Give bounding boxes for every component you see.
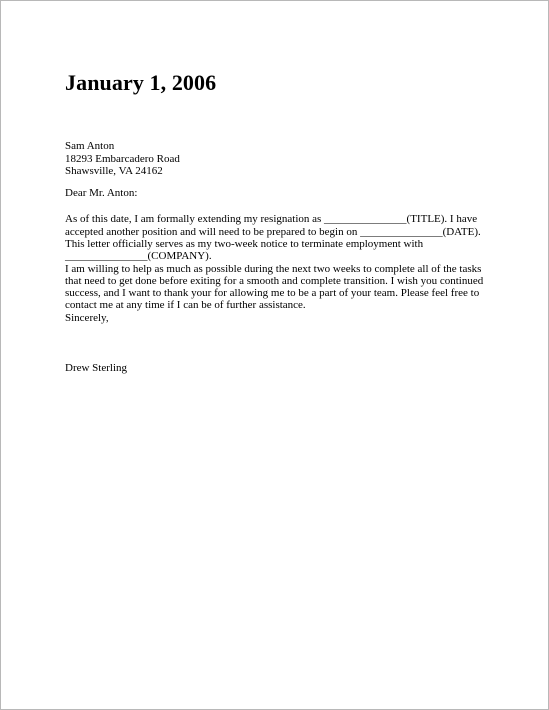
paragraph-line: accepted another position and will need to be prepared to begin on _______________(DATE). [65,225,481,238]
paragraph-line: that need to get done before exiting for a smooth and complete transition. I wish you continued [65,274,484,287]
paragraph-line: As of this date, I am formally extending my resignation as _______________(TITLE). I have [65,213,478,226]
signature-name: Drew Sterling [65,362,128,375]
letter-paragraphs [65,213,515,324]
recipient-name: Sam Anton [65,140,115,152]
paragraph-line: contact me at any time if I can be of further assistance. [65,299,306,312]
recipient-address [65,140,515,178]
paragraph-line: This letter officially serves as my two-week notice to terminate employment with [65,237,424,250]
paragraph-line: I am willing to help as much as possible during the next two weeks to complete all of the tasks [65,262,482,275]
recipient-street: 18293 Embarcadero Road [65,152,180,165]
paragraph-line: _______________(COMPANY). [65,250,212,263]
salutation: Dear Mr. Anton: [65,186,138,199]
letter-body [65,68,515,375]
paragraph-resignation [65,213,515,262]
letter-date: January 1, 2006 [65,70,217,95]
paragraph-line: success, and I want to thank your for allowing me to be a part of your team. Please feel free to [65,287,480,300]
closing: Sincerely, [65,311,109,324]
recipient-city-state-zip: Shawsville, VA 24162 [65,165,163,178]
paragraph-transition [65,263,515,312]
